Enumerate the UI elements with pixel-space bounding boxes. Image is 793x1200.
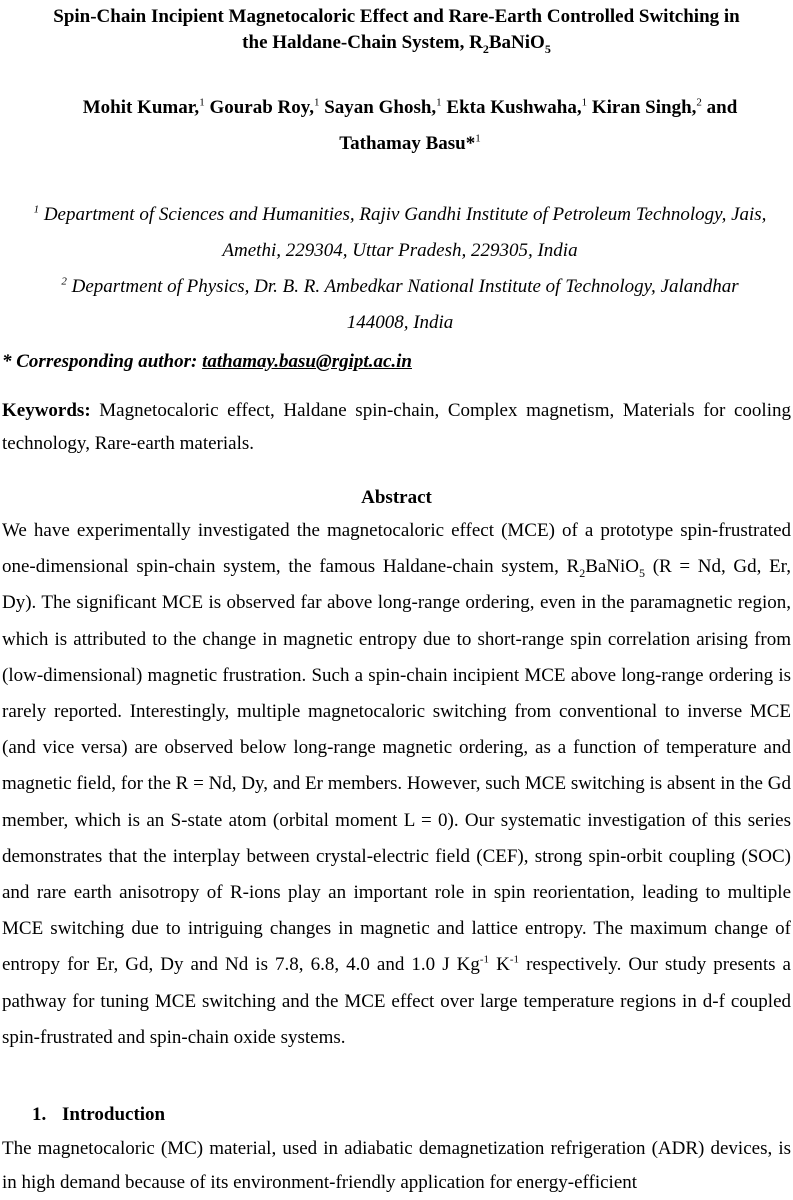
affiliation-marker: 1 bbox=[475, 132, 481, 145]
author-list bbox=[40, 90, 780, 162]
author-name: Sayan Ghosh, bbox=[319, 97, 437, 118]
author-name: Gourab Roy, bbox=[204, 97, 314, 118]
introduction-text: The magnetocaloric (MC) material, used in adiabatic demagnetization refrigeration (ADR) devices, is in high demand because of its environment-friendly application for energy-efficient bbox=[2, 1138, 791, 1193]
author-name: Kiran Singh, bbox=[587, 97, 697, 118]
corresponding-label: * Corresponding author: bbox=[2, 351, 203, 372]
author-name: Mohit Kumar, bbox=[82, 97, 200, 118]
affiliation-marker: 1 bbox=[581, 96, 588, 109]
corresponding-author bbox=[2, 344, 412, 380]
affiliation-marker: 1 bbox=[436, 96, 442, 109]
affiliation-marker: 2 bbox=[696, 96, 702, 109]
title-line-2: the Haldane-Chain System, $R_2BaNiO_5$ bbox=[242, 32, 551, 56]
affiliation-marker: 1 bbox=[313, 96, 320, 109]
author-name: Tathamay Basu* bbox=[339, 133, 476, 154]
affiliation-text: Department of Sciences and Humanities, Rajiv Gandhi Institute of Petroleum Technology, Jais, Amethi, 229304, Uttar Pradesh, 229305, India bbox=[39, 204, 767, 261]
keywords bbox=[2, 394, 791, 460]
affiliation-number: 2 bbox=[61, 275, 67, 288]
corresponding-email-link[interactable]: tathamay.basu@rgipt.ac.in bbox=[202, 351, 412, 372]
section-number: 1. bbox=[32, 1104, 47, 1125]
section-title: Introduction bbox=[62, 1104, 166, 1125]
affiliation-number: 1 bbox=[33, 203, 40, 216]
keywords-label: Keywords: bbox=[2, 400, 91, 421]
affiliation-text: Department of Physics, Dr. B. R. Ambedkar National Institute of Technology, Jalandhar 144008, India bbox=[66, 276, 739, 333]
title-line-1: Spin-Chain Incipient Magnetocaloric Effect and Rare-Earth Controlled Switching in bbox=[53, 6, 740, 27]
keywords-text: Magnetocaloric effect, Haldane spin-chain, Complex magnetism, Materials for cooling technology, Rare-earth materials. bbox=[2, 400, 791, 454]
abstract-body: We have experimentally investigated the magnetocaloric effect (MCE) of a prototype spin-frustrated one-dimensional spin-chain system, the famous Haldane-chain system, $R_2BaNiO_5$ (R = Nd, Gd, Er, Dy). The significant MCE is observed far above long-range ordering, even in the paramagnetic region, which is attributed to the change in magnetic entropy due to short-range spin correlation arising from (low-dimensional) magnetic frustration. Such a spin-chain incipient MCE above long-range ordering is rarely reported. Interestingly, multiple magnetocaloric switching from conventional to inverse MCE (and vice versa) are observed below long-range magnetic ordering, as a function of temperature and magnetic field, for the R = Nd, Dy, and Er members. However, such MCE switching is absent in the Gd member, which is an S-state atom (orbital moment L = 0). Our systematic investigation of this series demonstrates that the interplay between crystal-electric field (CEF), strong spin-orbit coupling (SOC) and rare earth anisotropy of R-ions play an important role in spin reorientation, leading to multiple MCE switching due to intriguing changes in magnetic and lattice entropy. The maximum change of entropy for Er, Gd, Dy and Nd is 7.8, 6.8, 4.0 and 1.0 J $Kg^{-1}$ $K^{-1}$ respectively. Our study presents a pathway for tuning MCE switching and the MCE effect over large temperature regions in d-f coupled spin-frustrated and spin-chain oxide systems. bbox=[2, 520, 791, 1048]
author-name: Ekta Kushwaha, bbox=[441, 97, 582, 118]
section-heading-introduction bbox=[32, 1097, 165, 1133]
author-conjunction: and bbox=[701, 97, 738, 118]
affiliation-marker: 1 bbox=[199, 96, 205, 109]
affiliation-2 bbox=[30, 269, 770, 341]
paper-title bbox=[0, 4, 793, 56]
affiliation-1 bbox=[30, 197, 770, 269]
abstract-heading: Abstract bbox=[361, 487, 432, 508]
